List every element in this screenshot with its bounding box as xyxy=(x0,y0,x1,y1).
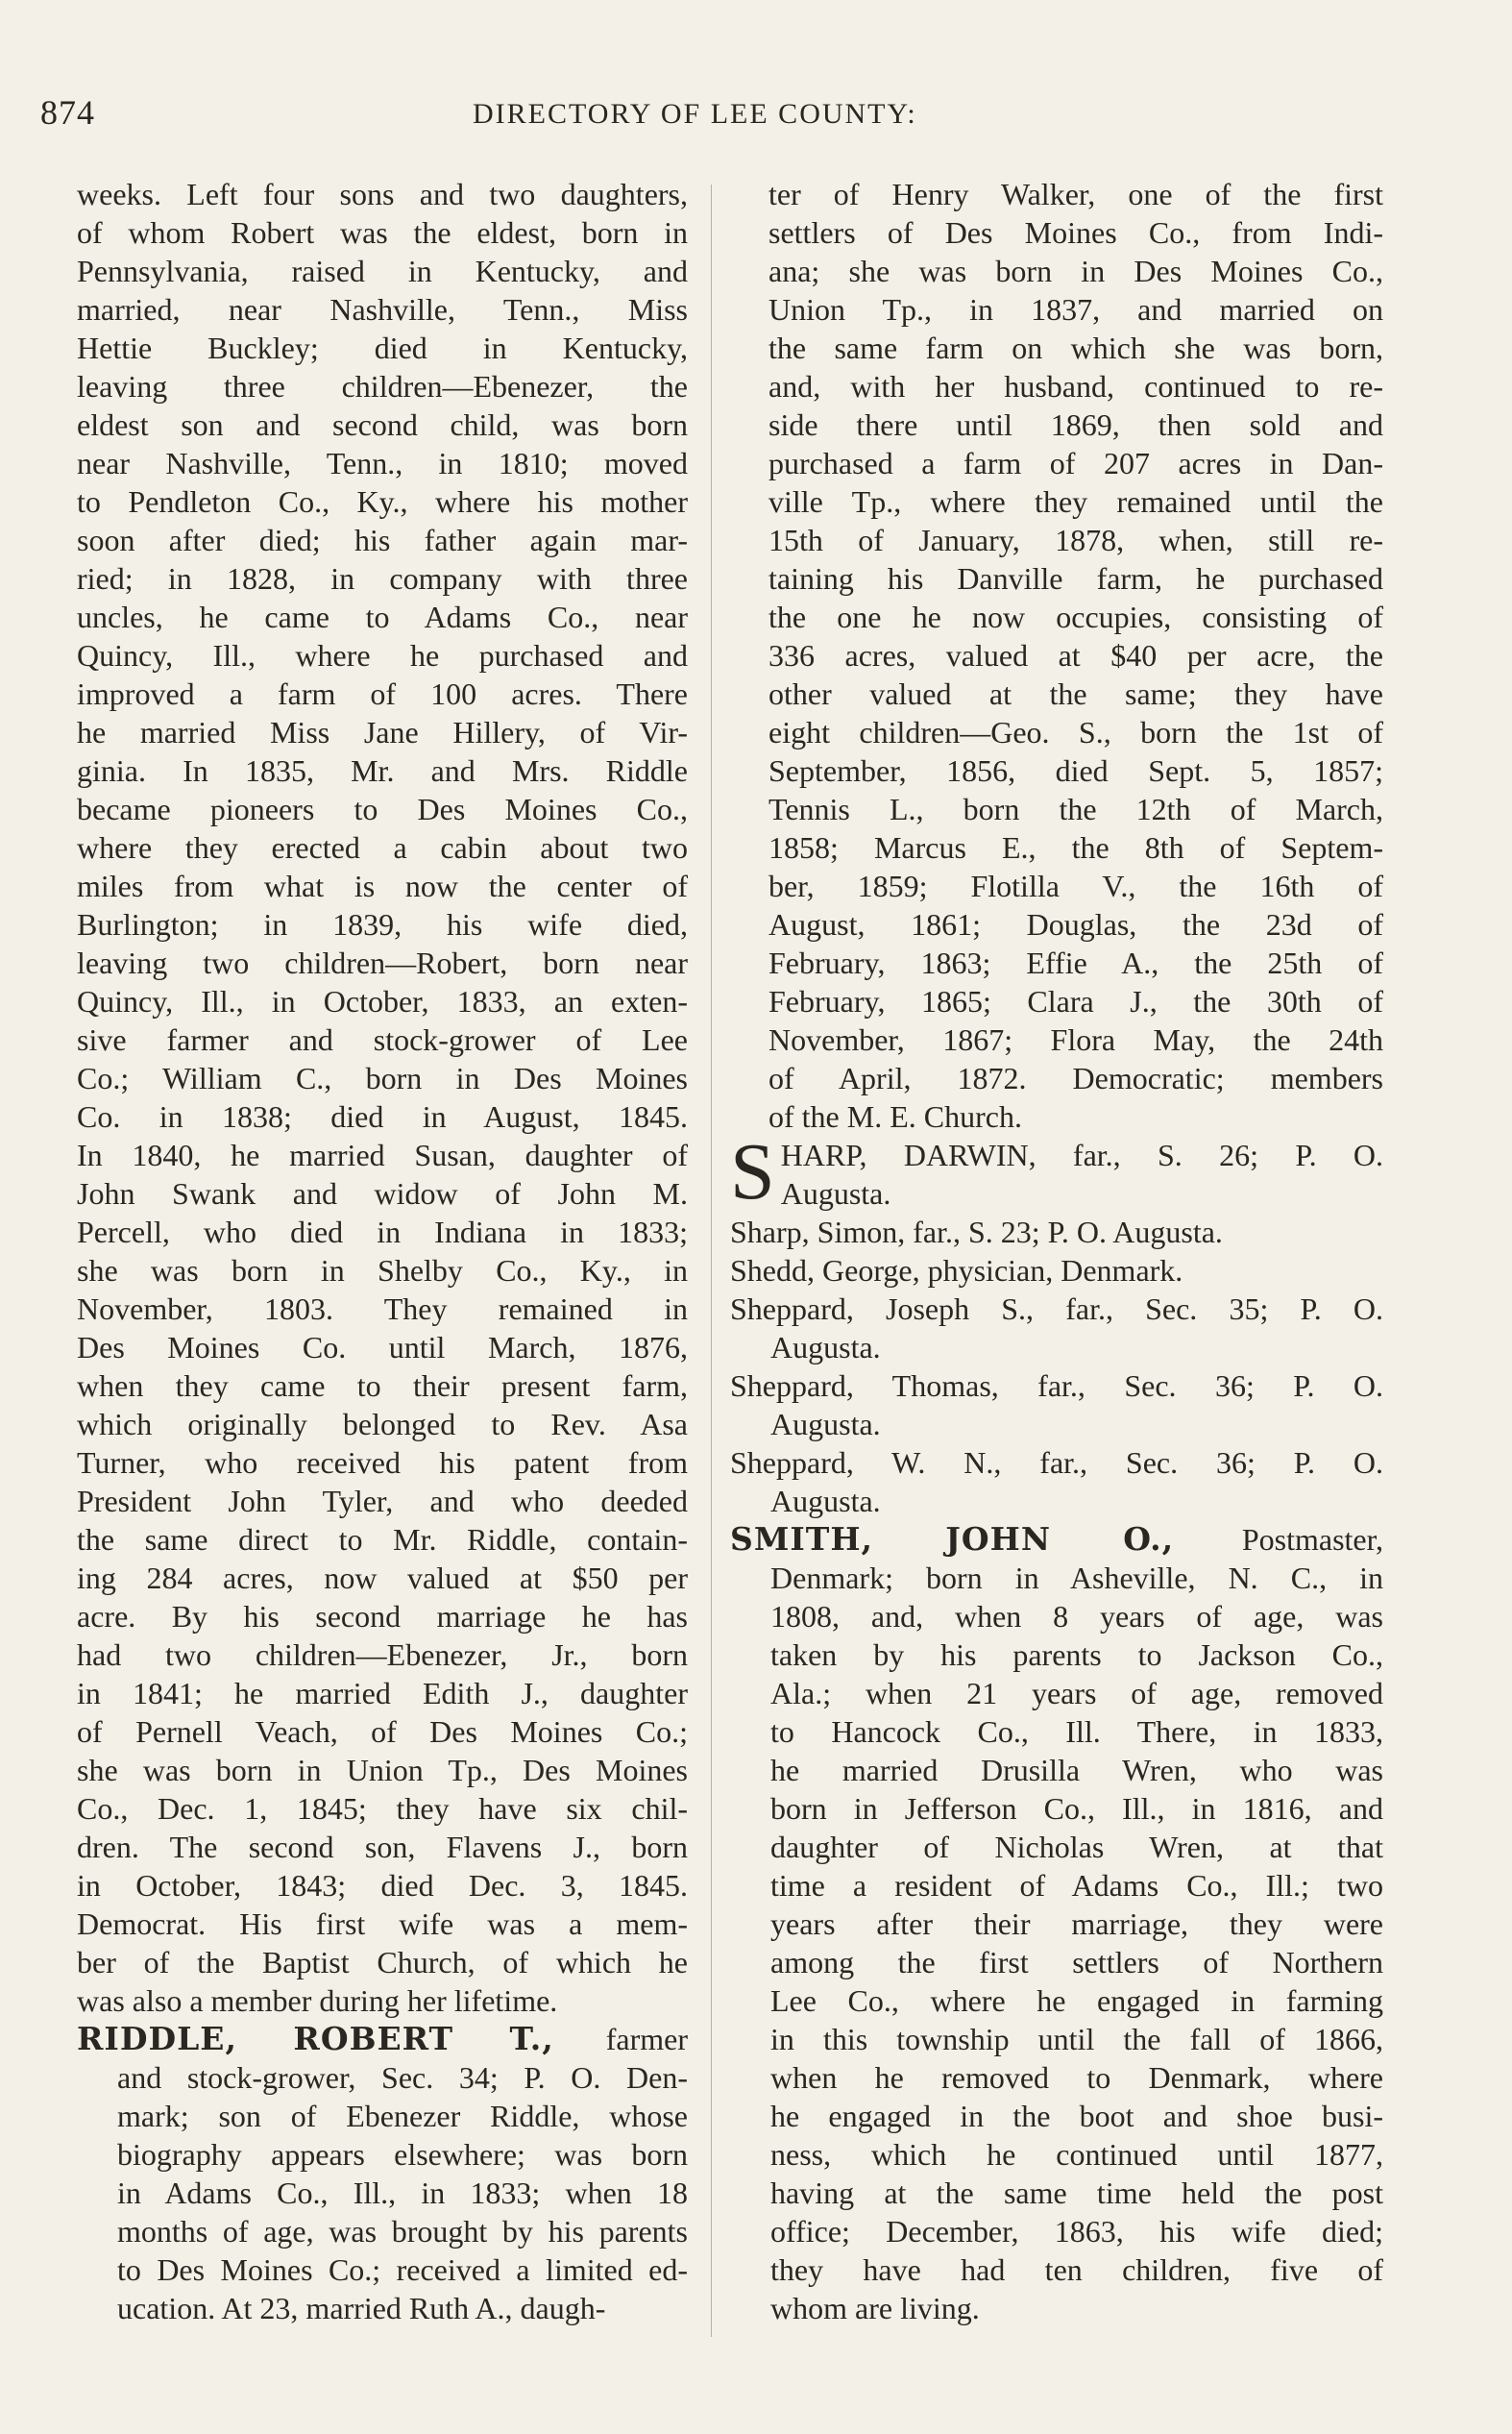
text-line: 1808, and, when 8 years of age, was xyxy=(770,1599,1383,1634)
text-line: taining his Danville farm, he purchased xyxy=(768,561,1383,596)
text-line: In 1840, he married Susan, daughter of xyxy=(77,1138,688,1172)
text-line: he married Miss Jane Hillery, of Vir- xyxy=(77,715,688,750)
text-line: had two children—Ebenezer, Jr., born xyxy=(77,1637,688,1672)
text-line: born in Jefferson Co., Ill., in 1816, and xyxy=(770,1791,1383,1826)
text-line: in this township until the fall of 1866, xyxy=(770,2022,1383,2056)
text-line: and stock-grower, Sec. 34; P. O. Den- xyxy=(117,2060,688,2095)
text-line: Lee Co., where he engaged in farming xyxy=(770,1983,1383,2018)
text-line: Co.; William C., born in Des Moines xyxy=(77,1061,688,1095)
text-line: near Nashville, Tenn., in 1810; moved xyxy=(77,446,688,480)
text-line: was also a member during her lifetime. xyxy=(77,1983,558,2018)
text-line: Quincy, Ill., in October, 1833, an exten- xyxy=(77,984,688,1019)
text-line: Des Moines Co. until March, 1876, xyxy=(77,1330,688,1365)
text-line: ter of Henry Walker, one of the first xyxy=(768,177,1383,211)
text-line: Co. in 1838; died in August, 1845. xyxy=(77,1099,688,1134)
text-line: married, near Nashville, Tenn., Miss xyxy=(77,292,688,327)
text-line: Union Tp., in 1837, and married on xyxy=(768,292,1383,327)
text-line: to Hancock Co., Ill. There, in 1833, xyxy=(770,1714,1383,1749)
text-line: eldest son and second child, was born xyxy=(77,407,688,442)
text-line: ginia. In 1835, Mr. and Mrs. Riddle xyxy=(77,753,688,788)
text-line: 1858; Marcus E., the 8th of Septem- xyxy=(768,830,1383,865)
directory-entry xyxy=(730,1366,1383,1443)
text-line: to Des Moines Co.; received a limited ed- xyxy=(117,2252,688,2287)
smith-entry-occupation: Postmaster, xyxy=(1241,1522,1383,1557)
riddle-entry xyxy=(77,2020,688,2327)
text-line: ness, which he continued until 1877, xyxy=(770,2137,1383,2172)
sharp-darwin-line-1: HARP, DARWIN, far., S. 26; P. O. xyxy=(780,1138,1383,1172)
text-line: the one he now occupies, consisting of xyxy=(768,600,1383,634)
text-line: Quincy, Ill., where he purchased and xyxy=(77,638,688,673)
directory-entry xyxy=(730,1290,1383,1366)
text-line: whom are living. xyxy=(770,2291,980,2325)
text-line: biography appears elsewhere; was born xyxy=(117,2137,688,2172)
text-line: they have had ten children, five of xyxy=(770,2252,1383,2287)
dropcap-letter: S xyxy=(730,1136,775,1213)
sharp-darwin-line-2: Augusta. xyxy=(780,1176,891,1211)
directory-entry-line: Sheppard, Joseph S., far., Sec. 35; P. O. xyxy=(730,1291,1383,1326)
text-line: Pennsylvania, raised in Kentucky, and xyxy=(77,254,688,288)
text-line: of the M. E. Church. xyxy=(768,1099,1022,1134)
text-line: purchased a farm of 207 acres in Dan- xyxy=(768,446,1383,480)
text-line: Percell, who died in Indiana in 1833; xyxy=(77,1215,688,1249)
text-line: Democrat. His first wife was a mem- xyxy=(77,1906,688,1941)
text-line: miles from what is now the center of xyxy=(77,869,688,903)
text-line: other valued at the same; they have xyxy=(768,676,1383,711)
text-line: in Adams Co., Ill., in 1833; when 18 xyxy=(117,2176,688,2210)
text-line: mark; son of Ebenezer Riddle, whose xyxy=(117,2099,688,2133)
page-header xyxy=(40,92,1472,140)
text-line: Turner, who received his patent from xyxy=(77,1445,688,1480)
text-line: and, with her husband, continued to re- xyxy=(768,369,1383,404)
text-line: of whom Robert was the eldest, born in xyxy=(77,215,688,250)
directory-entry-line: Augusta. xyxy=(770,1330,881,1365)
text-line: he engaged in the boot and shoe busi- xyxy=(770,2099,1383,2133)
text-line: September, 1856, died Sept. 5, 1857; xyxy=(768,753,1383,788)
text-line: Co., Dec. 1, 1845; they have six chil- xyxy=(77,1791,688,1826)
text-line: ville Tp., where they remained until the xyxy=(768,484,1383,519)
directory-entry-line: Sheppard, W. N., far., Sec. 36; P. O. xyxy=(730,1445,1383,1480)
smith-entry-name: SMITH, JOHN O., xyxy=(730,1520,1175,1558)
directory-entry-line: Shedd, George, physician, Denmark. xyxy=(730,1253,1183,1288)
text-line: he married Drusilla Wren, who was xyxy=(770,1753,1383,1787)
text-line: which originally belonged to Rev. Asa xyxy=(77,1407,688,1441)
text-line: of April, 1872. Democratic; members xyxy=(768,1061,1383,1095)
smith-entry-body xyxy=(730,1559,1383,2327)
directory-entry-line: Augusta. xyxy=(770,1407,881,1441)
column-divider xyxy=(711,184,712,2337)
riddle-entry-body xyxy=(77,2058,688,2327)
riddle-entry-heading xyxy=(77,2020,688,2058)
text-line: where they erected a cabin about two xyxy=(77,830,688,865)
text-line: Hettie Buckley; died in Kentucky, xyxy=(77,331,688,365)
text-line: to Pendleton Co., Ky., where his mother xyxy=(77,484,688,519)
text-line: in 1841; he married Edith J., daughter xyxy=(77,1676,688,1710)
text-line: leaving two children—Robert, born near xyxy=(77,946,688,980)
directory-entry-line: Augusta. xyxy=(770,1484,881,1518)
text-line: Burlington; in 1839, his wife died, xyxy=(77,907,688,942)
text-line: John Swank and widow of John M. xyxy=(77,1176,688,1211)
text-line: became pioneers to Des Moines Co., xyxy=(77,792,688,826)
text-line: side there until 1869, then sold and xyxy=(768,407,1383,442)
text-line: in October, 1843; died Dec. 3, 1845. xyxy=(77,1868,688,1903)
text-line: Denmark; born in Asheville, N. C., in xyxy=(770,1561,1383,1595)
text-line: ried; in 1828, in company with three xyxy=(77,561,688,596)
text-line: she was born in Shelby Co., Ky., in xyxy=(77,1253,688,1288)
text-line: sive farmer and stock-grower of Lee xyxy=(77,1022,688,1057)
text-line: dren. The second son, Flavens J., born xyxy=(77,1830,688,1864)
text-line: improved a farm of 100 acres. There xyxy=(77,676,688,711)
right-column xyxy=(730,175,1383,2327)
text-line: ana; she was born in Des Moines Co., xyxy=(768,254,1383,288)
directory-entry xyxy=(730,1251,1383,1290)
text-line: February, 1865; Clara J., the 30th of xyxy=(768,984,1383,1019)
text-line: office; December, 1863, his wife died; xyxy=(770,2214,1383,2249)
text-line: soon after died; his father again mar- xyxy=(77,523,688,557)
riddle-entry-name: RIDDLE, ROBERT T., xyxy=(77,2020,554,2057)
text-line: August, 1861; Douglas, the 23d of xyxy=(768,907,1383,942)
directory-entry-line: Sheppard, Thomas, far., Sec. 36; P. O. xyxy=(730,1368,1383,1403)
short-entries-list xyxy=(730,1213,1383,1520)
text-line: the same direct to Mr. Riddle, contain- xyxy=(77,1522,688,1557)
text-line: having at the same time held the post xyxy=(770,2176,1383,2210)
text-line: time a resident of Adams Co., Ill.; two xyxy=(770,1868,1383,1903)
left-column xyxy=(77,175,688,2327)
directory-entry xyxy=(730,1213,1383,1251)
text-line: among the first settlers of Northern xyxy=(770,1945,1383,1979)
text-line: settlers of Des Moines Co., from Indi- xyxy=(768,215,1383,250)
directory-entry xyxy=(730,1443,1383,1520)
text-line: of Pernell Veach, of Des Moines Co.; xyxy=(77,1714,688,1749)
text-line: daughter of Nicholas Wren, at that xyxy=(770,1830,1383,1864)
sharp-darwin-entry xyxy=(730,1136,1383,1213)
text-line: the same farm on which she was born, xyxy=(768,331,1383,365)
left-column-body xyxy=(77,175,688,2020)
text-line: ber of the Baptist Church, of which he xyxy=(77,1945,688,1979)
text-line: President John Tyler, and who deeded xyxy=(77,1484,688,1518)
text-line: taken by his parents to Jackson Co., xyxy=(770,1637,1383,1672)
text-line: weeks. Left four sons and two daughters, xyxy=(77,177,688,211)
text-line: she was born in Union Tp., Des Moines xyxy=(77,1753,688,1787)
text-line: ucation. At 23, married Ruth A., daugh- xyxy=(117,2291,606,2325)
text-line: November, 1803. They remained in xyxy=(77,1291,688,1326)
text-line: when he removed to Denmark, where xyxy=(770,2060,1383,2095)
riddle-entry-occupation: farmer xyxy=(605,2022,688,2056)
text-line: months of age, was brought by his parents xyxy=(117,2214,688,2249)
text-line: when they came to their present farm, xyxy=(77,1368,688,1403)
right-column-body xyxy=(730,175,1383,1136)
text-line: Ala.; when 21 years of age, removed xyxy=(770,1676,1383,1710)
text-line: February, 1863; Effie A., the 25th of xyxy=(768,946,1383,980)
directory-entry-line: Sharp, Simon, far., S. 23; P. O. Augusta. xyxy=(730,1215,1223,1249)
text-line: acre. By his second marriage he has xyxy=(77,1599,688,1634)
text-line: years after their marriage, they were xyxy=(770,1906,1383,1941)
text-line: November, 1867; Flora May, the 24th xyxy=(768,1022,1383,1057)
smith-entry-heading xyxy=(730,1520,1383,1559)
running-head: DIRECTORY OF LEE COUNTY: xyxy=(473,98,917,130)
text-line: leaving three children—Ebenezer, the xyxy=(77,369,688,404)
text-line: Tennis L., born the 12th of March, xyxy=(768,792,1383,826)
text-line: uncles, he came to Adams Co., near xyxy=(77,600,688,634)
text-line: ing 284 acres, now valued at $50 per xyxy=(77,1561,688,1595)
smith-entry xyxy=(730,1520,1383,2327)
text-line: ber, 1859; Flotilla V., the 16th of xyxy=(768,869,1383,903)
text-line: eight children—Geo. S., born the 1st of xyxy=(768,715,1383,750)
text-line: 336 acres, valued at $40 per acre, the xyxy=(768,638,1383,673)
text-line: 15th of January, 1878, when, still re- xyxy=(768,523,1383,557)
page-number: 874 xyxy=(40,93,95,132)
